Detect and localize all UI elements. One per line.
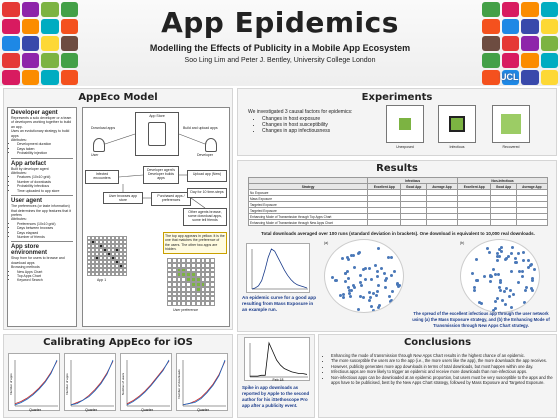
diagram-caption: The top app appears in yellow. It is the one that matches the preference of the users. The other two apps are hidden. [163,232,227,254]
network-node [390,299,393,302]
network-node [377,247,380,250]
network-node [387,256,390,259]
list-item: • Probability injection [17,151,73,155]
network-node [396,282,399,285]
network-node [496,297,499,300]
app-icon [2,36,20,51]
list-item: • Probability infectious [17,184,73,188]
model-diagram [82,107,230,327]
user-text: The preferences (or taste information) that determines the app features that it prefers [11,204,71,217]
app-icon [61,36,79,51]
network-node [488,251,491,254]
epidemic-curve-svg [247,244,311,294]
experiment-grid-1 [386,105,424,143]
network-node [368,299,371,302]
network-node [501,299,504,302]
network-node [471,272,474,275]
table-group-header: Non-Infectious [458,178,548,184]
series-line [183,360,225,405]
network-node [377,284,380,287]
network-node [523,301,526,304]
table-cell: Enhancing Mode of Transmission through Top Apps Chart [249,214,368,220]
app-icon [61,2,79,17]
network-node [531,279,534,282]
app-icon [41,53,59,68]
results-panel [237,160,557,332]
network-node [357,252,360,255]
network-node [517,252,520,255]
table-cell: Mass Exposure [249,196,368,202]
chart-axis [183,360,226,406]
app-icon [2,2,20,17]
network-node [480,302,483,305]
poster-title: App Epidemics [161,6,399,39]
network-node [514,257,517,260]
experiment-grid-2 [438,105,476,143]
table-cell [426,220,457,226]
other-agents-label: Other agents browse, some download apps, some tell friends [187,210,223,222]
network-node [352,254,355,257]
table-row [249,220,548,226]
x-axis-label: Quarter [141,408,153,412]
spike-chart [244,337,310,381]
table-cell [401,220,426,226]
network-node [369,296,372,299]
artefact-attrs [11,175,73,193]
network-node [376,270,379,273]
list-item: • Infectious apps are more likely to trigger an epidemic and receive more downloads than non-infectious apps. [331,369,553,374]
network-node [364,278,367,281]
network-node [527,266,530,269]
conclusions-title: Conclusions [403,337,472,348]
y-axis-label: Number of apps [65,373,69,395]
network-node [530,287,533,290]
network-node [360,284,363,287]
network-node [347,286,350,289]
network-node [384,286,387,289]
poster-subtitle: Modelling the Effects of Publicity in a Mobile App Ecosystem [149,43,411,53]
ucl-logo: UCL [500,72,519,82]
list-item: • Keyword Search [17,278,73,282]
network-node [503,290,506,293]
calibrating-title: Calibrating AppEco for iOS [43,337,193,348]
app-icons-left [0,0,80,86]
network-node [504,303,507,306]
app-icon [482,70,500,85]
network-node [344,272,347,275]
network-node [341,257,344,260]
app-icon [41,19,59,34]
app-icon [61,53,79,68]
series-line [71,360,113,405]
app-icon [541,19,559,34]
network-node [511,246,514,249]
table-cell: Targeted Exposure [249,208,368,214]
app-icon [541,70,559,85]
developer-strategy: Uses an evolutionary strategy to build apps [11,129,70,138]
store-text: Shop from for users to browse and download apps [11,256,65,265]
app-icon [22,19,40,34]
infected-label: Infected encounters [93,172,111,180]
preference-grid [167,258,215,306]
app-icon [502,53,520,68]
list-item: • New Apps Chart [17,270,73,274]
user-attr-label: Attributes: [11,217,27,222]
network-caption: The spread of the excellent infectious app through the user network using (a) the Mass Exposure strategy, and (b) the Enhancing Mode of Transmission through New Apps Chart strategy. [412,311,550,328]
network-node [475,258,478,261]
chart-axis [250,343,308,377]
network-node [521,270,524,273]
table-header: Average App [516,184,547,190]
app-icon [41,70,59,85]
network-node [504,258,507,261]
app-icon [482,36,500,51]
list-item: • Features (10x10 grid) [17,175,73,179]
series-line [15,360,57,405]
network-node [372,309,375,312]
model-panel [3,88,233,330]
network-node [494,300,497,303]
network-node [527,259,530,262]
network-node [383,272,386,275]
calibration-chart-2 [64,353,116,411]
network-node [353,266,356,269]
app-icon [502,19,520,34]
calibration-chart-3 [120,353,172,411]
dev-builds-label: Developer agent's Developer builds apps [146,168,176,180]
app-icon [541,2,559,17]
epidemic-curve-chart [246,243,310,293]
chart-axis [71,360,114,406]
network-b [460,239,540,313]
table-cell: Targeted Exposure [249,202,368,208]
app-icon [482,2,500,17]
network-node [510,270,513,273]
list-item: • Changes in host exposure [262,116,330,122]
network-node [334,279,337,282]
network-node [492,268,495,271]
grid-cell [123,272,127,276]
network-node [498,248,501,251]
preference-grid-label: User preference [173,308,199,312]
network-node [499,289,502,292]
network-node [388,295,391,298]
series-line [71,361,113,405]
network-node [497,273,500,276]
calibration-chart-2-svg [65,354,117,412]
conclusions-list [325,353,553,385]
table-cell [368,220,401,226]
x-axis-label: Quarter [197,408,209,412]
network-node [489,280,492,283]
network-node [521,275,524,278]
network-node [344,280,347,283]
store-browse-label: Browsing methods [11,265,40,270]
experiment-caption-2: Infectious [449,145,465,149]
app-icon [22,70,40,85]
table-header: Average App [426,184,457,190]
app-feature-grid [87,236,127,276]
chart-axis [15,360,58,406]
day-loop-label: Day for 10 time-steps [190,190,224,194]
table-header: Good App [491,184,516,190]
network-node [490,275,493,278]
network-node [524,289,527,292]
user-heading: User agent [11,198,43,205]
calibration-chart-4-svg [177,354,229,412]
table-header: Excellent App [458,184,491,190]
network-node [375,294,378,297]
list-item: • Development duration [17,142,73,146]
list-item: • Changes in host susceptibility [262,122,330,128]
network-node [357,308,360,311]
experiments-title: Experiments [361,92,433,103]
chart-axis [127,360,170,406]
diagram-arrows [83,108,231,238]
app-icon [2,19,20,34]
network-node [510,306,513,309]
results-table [248,177,548,226]
series-line [183,361,225,405]
list-item: • Changes in app infectiousness [262,128,330,134]
series-line [127,360,169,405]
list-item: • Preferences (10x10 grid) [17,222,73,226]
experiments-list [256,116,330,134]
network-node [349,295,352,298]
table-cell [491,220,516,226]
curve-caption: An epidemic curve for a good app resulting from Mass Exposure in an example run. [242,295,317,312]
network-node [374,264,377,267]
app-icon [521,2,539,17]
series-line [250,343,307,376]
network-node [476,279,479,282]
app-icon [541,53,559,68]
app-icon [521,53,539,68]
spike-panel [237,334,315,418]
list-item: • The more susceptible the users are to the app (i.e., the more users like the app), the more downloads the app receives. [331,358,553,363]
results-table-wrap [248,177,548,226]
network-node [486,247,489,250]
calibration-chart-4 [176,353,228,411]
table-header: Excellent App [368,184,401,190]
network-node [496,259,499,262]
network-node [512,293,515,296]
network-node [370,305,373,308]
network-node [483,275,486,278]
table-cell: No Exposure [249,190,368,196]
list-item: • Time uploaded to app store [17,189,73,193]
network-node [390,274,393,277]
series-line [252,249,307,289]
network-node [508,295,511,298]
network-node [342,296,345,299]
network-node [359,274,362,277]
list-item: • Non-infectious apps can be downloaded at an epidemic proportion, but users must be very susceptible to the apps and the apps have to be publicised, best by the New Apps Chart strategy, followed by Mass Exposure and Targeted Exposure. [331,375,553,386]
app-icon [482,53,500,68]
list-item: • Days elapsed [17,231,73,235]
network-node [370,278,373,281]
build-upload-label: Build and upload apps [183,126,218,130]
list-item: • However, publicity generates more app downloads in terms of total downloads, but most happen within one day. [331,364,553,369]
developer-label: Developer [197,153,213,157]
list-item: • Number of downloads [17,180,73,184]
network-node [473,289,476,292]
app-grid-label: App 1 [97,278,107,282]
agent-descriptions [7,107,77,327]
network-node [376,275,379,278]
app-icon [541,36,559,51]
calibration-chart-3-svg [121,354,173,412]
store-methods [11,270,73,283]
table-cell: Enhancing Mode of Transmission through New Apps Chart [249,220,368,226]
network-node [368,291,371,294]
user-label: User [91,153,99,157]
network-node [348,292,351,295]
calibration-chart-1-svg [9,354,61,412]
artefact-text: Built by developer agent [11,166,49,171]
experiment-caption-3: Recovered [502,145,520,149]
results-footnote: Total downloads averaged over 100 runs (standard deviation in brackets). One download is equivalent to 10,000 real downloads. [261,231,535,236]
app-icon [22,2,40,17]
store-heading: App store environment [11,244,48,257]
app-icon [61,70,79,85]
network-node [509,289,512,292]
experiment-caption-1: Unexposed [396,145,414,149]
app-icon [22,53,40,68]
spike-chart-svg [245,338,311,382]
y-axis-label: Number of apps [9,373,13,395]
table-group-header: Infectious [368,178,458,184]
app-icon [502,36,520,51]
grid-cell [210,301,215,306]
app-icon [41,36,59,51]
network-node [393,270,396,273]
network-node [391,290,394,293]
model-title: AppEco Model [78,92,158,103]
network-a [324,239,404,313]
user-attrs [11,222,73,240]
calibration-chart-1 [8,353,60,411]
network-node [510,252,513,255]
network-node [364,267,367,270]
list-item: • Enhancing the mode of transmission through New Apps Chart results in the highest chance of an epidemic. [331,353,553,358]
app-icon [2,53,20,68]
results-title: Results [376,163,418,174]
network-node [368,267,371,270]
app-icon [22,36,40,51]
table-cell [458,220,491,226]
app-store-label: App Store [149,114,165,118]
y-axis-label: Number of users [121,372,125,396]
poster-authors: Soo Ling Lim and Peter J. Bentley, University College London [184,57,376,64]
app-icon [61,19,79,34]
app-icon [521,36,539,51]
table-cell [516,220,547,226]
user-browses-label: User browses app store [108,194,138,202]
network-node [384,279,387,282]
network-node [498,255,501,258]
app-icons-right [480,0,560,86]
developer-heading: Developer agent [11,110,58,116]
y-axis-label: Number of downloads [177,369,181,399]
list-item: • Number of friends [17,235,73,239]
experiments-panel [237,88,557,156]
app-icon [2,70,20,85]
network-node [517,281,520,284]
network-node [362,296,365,299]
developer-attr-label: Attributes: [11,138,27,143]
network-node [347,277,350,280]
experiments-intro: We investigated 3 causal factors for epidemics: [248,109,353,115]
network-node [530,263,533,266]
spike-caption: Spike in app downloads as reported by Apple to the second author for his iStethoscope Pro app after a publicity event. [242,385,310,408]
network-a-label: (a) [324,241,329,245]
list-item: • Days between browses [17,226,73,230]
app-icon [521,19,539,34]
app-icon [521,70,539,85]
upload-label: Upload app (New) [192,172,222,176]
network-node [390,256,393,259]
app-icon [41,2,59,17]
download-apps-label: Download apps [91,126,116,130]
network-b-label: (b) [460,241,465,245]
developer-attrs [11,142,73,155]
x-axis-label: Quarter [85,408,97,412]
x-axis-label: Quarter [29,408,41,412]
network-node [376,290,379,293]
experiment-grid-3 [492,105,530,143]
table-header: Good App [401,184,426,190]
conclusions-panel [318,334,557,418]
list-item: • Top Apps Chart [17,274,73,278]
series-line [15,361,57,404]
app-icon [502,2,520,17]
artefact-attr-label: Attributes: [11,171,27,176]
app-icon [482,19,500,34]
calibrating-panel [3,334,233,418]
network-node [522,251,525,254]
series-line [127,361,169,404]
developer-text: Represents a solo developer or a team of developers working together to build an app. [11,116,72,129]
table-header: Strategy [249,184,368,190]
network-node [522,259,525,262]
network-node [515,261,518,264]
network-node [380,267,383,270]
app-preferences-label: Purchased apps / preferences [157,194,185,202]
list-item: • Days taken [17,147,73,151]
artefact-heading: App artefact [11,160,47,167]
x-axis-label: Feb 18 [272,378,284,382]
network-node [350,289,353,292]
network-node [533,268,536,271]
network-node [378,304,381,307]
